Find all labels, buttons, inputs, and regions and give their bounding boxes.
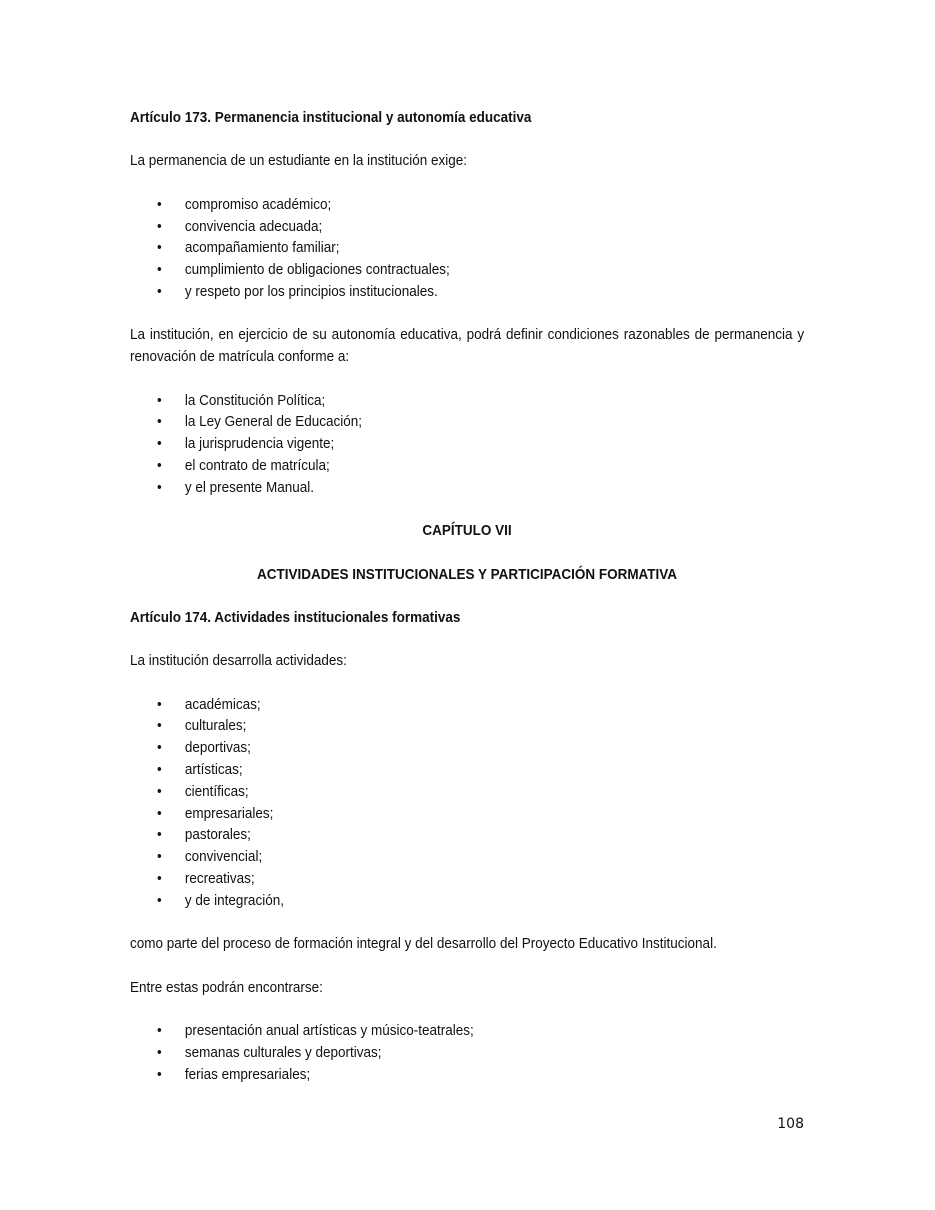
- legal-bases-list: [130, 390, 804, 499]
- list-item: • ferias empresariales;: [130, 1064, 804, 1086]
- spacer: [130, 629, 804, 651]
- page-number: 108: [777, 1116, 804, 1132]
- requirements-list: [130, 194, 804, 303]
- article-174-intro: La institución desarrolla actividades:: [130, 652, 347, 670]
- spacer: [130, 542, 804, 564]
- list-item: • artísticas;: [130, 759, 804, 781]
- autonomy-paragraph: La institución, en ejercicio de su autonomía educativa, podrá definir condiciones razonables de permanencia y renovación de matrícula conforme a:: [130, 326, 805, 366]
- list-item: • semanas culturales y deportivas;: [130, 1042, 804, 1064]
- document-page: [130, 107, 804, 1085]
- list-item: • deportivas;: [130, 737, 804, 759]
- list-item: • empresariales;: [130, 803, 804, 825]
- examples-intro: Entre estas podrán encontrarse:: [130, 978, 323, 996]
- list-item: • compromiso académico;: [130, 194, 804, 216]
- spacer: [130, 172, 804, 194]
- list-item: • académicas;: [130, 694, 804, 716]
- spacer: [130, 912, 804, 934]
- list-item: • la Ley General de Educación;: [130, 411, 804, 433]
- list-item: • culturales;: [130, 715, 804, 737]
- spacer: [130, 998, 804, 1020]
- list-item: • acompañamiento familiar;: [130, 237, 804, 259]
- activity-types-list: [130, 694, 804, 912]
- list-item: • la jurisprudencia vigente;: [130, 433, 804, 455]
- spacer: [130, 499, 804, 521]
- chapter-number: CAPÍTULO VII: [422, 522, 512, 540]
- list-item: • pastorales;: [130, 824, 804, 846]
- list-item: • y el presente Manual.: [130, 477, 804, 499]
- list-item: • cumplimiento de obligaciones contractuales;: [130, 259, 804, 281]
- spacer: [130, 129, 804, 151]
- list-item: • recreativas;: [130, 868, 804, 890]
- spacer: [130, 585, 804, 607]
- list-item: • y de integración,: [130, 890, 804, 912]
- examples-list: [130, 1020, 804, 1085]
- spacer: [130, 303, 804, 325]
- spacer: [130, 368, 804, 390]
- list-item: • presentación anual artísticas y músico-teatrales;: [130, 1020, 804, 1042]
- chapter-title: ACTIVIDADES INSTITUCIONALES Y PARTICIPACIÓN FORMATIVA: [257, 565, 678, 583]
- purpose-paragraph: como parte del proceso de formación integral y del desarrollo del Proyecto Educativo Institucional.: [130, 935, 717, 953]
- article-173-title: Artículo 173. Permanencia institucional y autonomía educativa: [130, 109, 532, 126]
- article-174-title: Artículo 174. Actividades institucionales formativas: [130, 608, 461, 626]
- spacer: [130, 672, 804, 694]
- list-item: • el contrato de matrícula;: [130, 455, 804, 477]
- spacer: [130, 955, 804, 977]
- list-item: • la Constitución Política;: [130, 390, 804, 412]
- article-173-intro: La permanencia de un estudiante en la institución exige:: [130, 152, 467, 170]
- list-item: • científicas;: [130, 781, 804, 803]
- list-item: • y respeto por los principios institucionales.: [130, 281, 804, 303]
- list-item: • convivencia adecuada;: [130, 216, 804, 238]
- list-item: • convivencial;: [130, 846, 804, 868]
